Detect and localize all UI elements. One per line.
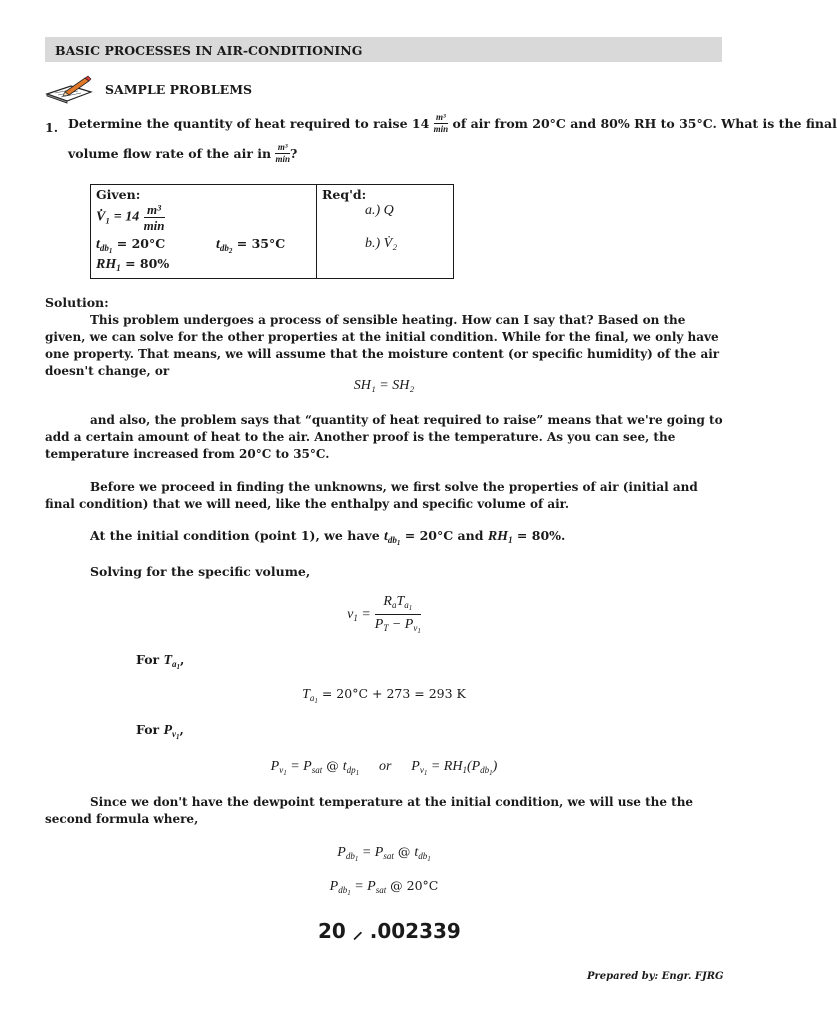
for-pv-line: For $P_{v_1}$,: [136, 722, 184, 741]
problem-number: 1.: [45, 120, 59, 135]
problem-text-b: of air from 20°C and 80% RH to 35°C. What is the final: [452, 116, 837, 131]
p4-text-c: = 80%.: [516, 528, 566, 543]
given-tdb1: $t_{db_1} = 20^\circ C$: [96, 236, 166, 255]
reqd-a: a.) Q: [365, 203, 394, 218]
equation-specific-volume: $v_1$ = $\frac{R_aT_{a_1}}{P_T - P_{v_1}}$: [347, 594, 421, 635]
table-value-snippet: 20 ⸝ .002339: [318, 919, 461, 943]
given-tdb2: $t_{db_2} = 35^\circ C$: [216, 236, 286, 255]
unit-numerator-2: m³: [275, 143, 290, 154]
given-rh1-value: = 80%: [125, 256, 170, 271]
footer-credit: Prepared by: Engr. FJRG: [587, 971, 724, 982]
given-rh1: $RH_1 = 80\%$: [96, 256, 170, 273]
reqd-label: Req'd:: [322, 187, 367, 202]
equation-pv-or: or: [378, 759, 392, 774]
solution-label: Solution:: [45, 295, 109, 310]
specific-volume-fraction: $\frac{R_aT_{a_1}}{P_T - P_{v_1}}$: [374, 594, 421, 635]
problem-unit-fraction: [434, 113, 449, 134]
solution-paragraph-5: Solving for the specific volume,: [90, 564, 311, 579]
for-pv-text: For: [136, 722, 160, 737]
given-v1-den: min: [143, 218, 165, 233]
equation-pv: $P_{v_1} = P_{sat}$ @ $t_{dp_1}$ or $P_{v_1} = RH_1(P_{db_1})$: [270, 758, 498, 777]
p4-text-a: At the initial condition (point 1), we have: [90, 528, 380, 543]
equation-sh: SH₁ = SH₂: [353, 378, 415, 393]
given-v1: [96, 203, 165, 232]
given-tdb1-value: = 20°C: [116, 236, 166, 251]
given-v1-fraction: [144, 203, 165, 232]
solution-paragraph-2: and also, the problem says that “quantity of heat required to raise” means that we're going to add a certain amount of heat to the air. Another proof is the temperature. As you can see, the temperature increased from 20°C to 35°C.: [45, 413, 723, 461]
section-title: SAMPLE PROBLEMS: [105, 82, 253, 97]
given-v1-lhs: V̇₁ = 14: [96, 209, 140, 225]
given-tdb2-value: = 35°C: [236, 236, 286, 251]
unit-numerator: m³: [434, 113, 449, 124]
solution-paragraph-4: At the initial condition (point 1), we have $t_{db_1} = 20^\circ C$ and $RH_1 = 80\%$.: [90, 528, 566, 547]
problem-text-a: Determine the quantity of heat required to raise 14: [68, 116, 430, 131]
problem-line-2: [68, 143, 297, 164]
for-ta-text: For: [136, 652, 160, 667]
given-label: Given:: [96, 187, 141, 202]
problem-text-d: ?: [290, 146, 298, 161]
unit-denominator-2: min: [275, 154, 290, 164]
for-ta-line: For $T_{a_1}$,: [136, 652, 185, 671]
notepad-pencil-icon: [45, 74, 95, 104]
solution-paragraph-6: Since we don't have the dewpoint temperature at the initial condition, we will use the the second formula where,: [45, 795, 694, 826]
page-title: BASIC PROCESSES IN AIR-CONDITIONING: [55, 43, 363, 58]
equation-ta: $T_{a_1} = 20^\circ C + 273 = 293$ K: [302, 686, 466, 705]
equation-pdb1: $P_{db_1} = P_{sat}$ @ $t_{db_1}$: [337, 844, 431, 863]
table-divider: [316, 184, 317, 278]
unit-denominator: min: [433, 124, 449, 134]
problem-line-1: [68, 113, 837, 134]
equation-ta-value: = 20°C + 273 = 293 K: [321, 686, 466, 701]
solution-paragraph-3: Before we proceed in finding the unknowns, we first solve the properties of air (initial and final condition) that we will need, like the enthalpy and specific volume of air.: [45, 480, 698, 511]
reqd-b: b.) V̇₂: [365, 236, 398, 251]
p4-text-b: = 20°C and: [404, 528, 484, 543]
given-v1-num: m³: [144, 203, 165, 218]
solution-paragraph-1: This problem undergoes a process of sensible heating. How can I say that? Based on the given, we can solve for the other properties at the initial condition. While for the final, we only have one property. That means, we will assume that the moisture content (or specific humidity) of the air doesn't change, or: [45, 313, 720, 378]
problem-unit-fraction-2: [275, 143, 290, 164]
equation-pdb1-20c: $P_{db_1} = P_{sat}$ @ 20°C: [329, 878, 439, 897]
problem-text-c: volume flow rate of the air in: [68, 146, 272, 161]
